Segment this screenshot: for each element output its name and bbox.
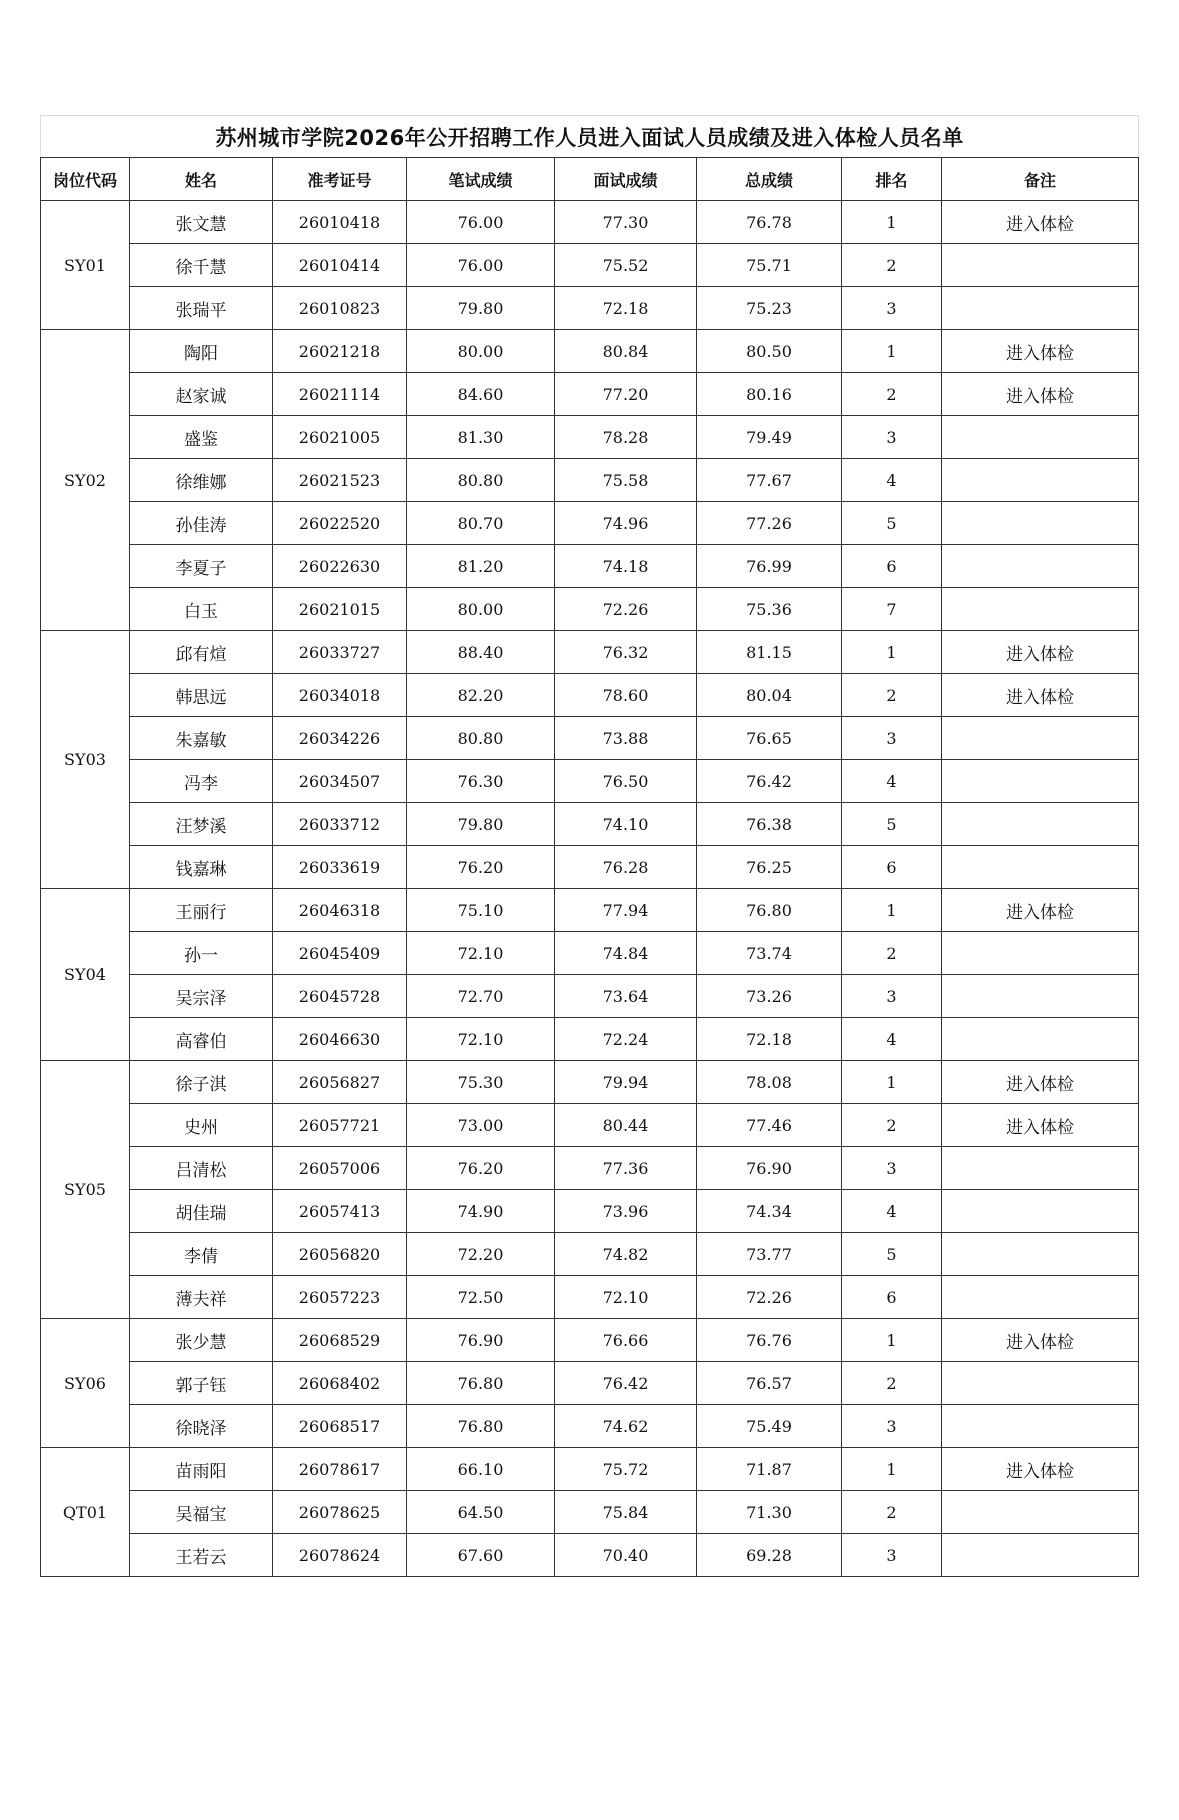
table-row <box>41 803 1139 846</box>
table-row <box>41 846 1139 889</box>
note-cell <box>942 459 1139 502</box>
header-row <box>41 158 1139 201</box>
header-post-code: 岗位代码 <box>41 158 130 201</box>
note-cell <box>942 1405 1139 1448</box>
written-score-cell: 76.80 <box>407 1362 555 1405</box>
total-score-cell: 75.71 <box>697 244 842 287</box>
interview-score-cell: 76.50 <box>555 760 697 803</box>
table-row <box>41 975 1139 1018</box>
note-cell <box>942 588 1139 631</box>
table-row <box>41 717 1139 760</box>
table-row <box>41 373 1139 416</box>
exam-id-cell: 26057721 <box>273 1104 407 1147</box>
candidate-name-cell: 李倩 <box>130 1233 273 1276</box>
total-score-cell: 80.16 <box>697 373 842 416</box>
exam-id-cell: 26078624 <box>273 1534 407 1577</box>
exam-id-cell: 26021114 <box>273 373 407 416</box>
table-row <box>41 287 1139 330</box>
written-score-cell: 76.80 <box>407 1405 555 1448</box>
post-code-cell: SY01 <box>41 201 130 330</box>
total-score-cell: 76.38 <box>697 803 842 846</box>
interview-score-cell: 74.18 <box>555 545 697 588</box>
interview-score-cell: 78.60 <box>555 674 697 717</box>
note-cell <box>942 1018 1139 1061</box>
exam-id-cell: 26045728 <box>273 975 407 1018</box>
interview-score-cell: 74.10 <box>555 803 697 846</box>
written-score-cell: 80.80 <box>407 459 555 502</box>
exam-id-cell: 26068529 <box>273 1319 407 1362</box>
table-row <box>41 1362 1139 1405</box>
written-score-cell: 81.20 <box>407 545 555 588</box>
rank-cell: 2 <box>842 1362 942 1405</box>
rank-cell: 1 <box>842 1319 942 1362</box>
interview-score-cell: 76.42 <box>555 1362 697 1405</box>
total-score-cell: 75.23 <box>697 287 842 330</box>
interview-score-cell: 77.30 <box>555 201 697 244</box>
interview-score-cell: 72.18 <box>555 287 697 330</box>
written-score-cell: 80.70 <box>407 502 555 545</box>
candidate-name-cell: 朱嘉敏 <box>130 717 273 760</box>
rank-cell: 3 <box>842 1405 942 1448</box>
exam-id-cell: 26033712 <box>273 803 407 846</box>
candidate-name-cell: 盛鉴 <box>130 416 273 459</box>
total-score-cell: 76.57 <box>697 1362 842 1405</box>
post-code-cell: SY06 <box>41 1319 130 1448</box>
note-cell <box>942 416 1139 459</box>
note-cell <box>942 545 1139 588</box>
candidate-name-cell: 张瑞平 <box>130 287 273 330</box>
candidate-name-cell: 张文慧 <box>130 201 273 244</box>
exam-id-cell: 26057006 <box>273 1147 407 1190</box>
written-score-cell: 66.10 <box>407 1448 555 1491</box>
interview-score-cell: 77.20 <box>555 373 697 416</box>
rank-cell: 1 <box>842 889 942 932</box>
rank-cell: 7 <box>842 588 942 631</box>
total-score-cell: 73.77 <box>697 1233 842 1276</box>
total-score-cell: 76.25 <box>697 846 842 889</box>
interview-score-cell: 72.10 <box>555 1276 697 1319</box>
note-cell: 进入体检 <box>942 373 1139 416</box>
header-name: 姓名 <box>130 158 273 201</box>
rank-cell: 6 <box>842 545 942 588</box>
rank-cell: 3 <box>842 1534 942 1577</box>
exam-id-cell: 26034018 <box>273 674 407 717</box>
exam-id-cell: 26010414 <box>273 244 407 287</box>
candidate-name-cell: 吕清松 <box>130 1147 273 1190</box>
table-row <box>41 1061 1139 1104</box>
note-cell: 进入体检 <box>942 201 1139 244</box>
table-row <box>41 459 1139 502</box>
header-written-score: 笔试成绩 <box>407 158 555 201</box>
exam-id-cell: 26046630 <box>273 1018 407 1061</box>
table-row <box>41 1147 1139 1190</box>
candidate-name-cell: 冯李 <box>130 760 273 803</box>
candidate-name-cell: 孙佳涛 <box>130 502 273 545</box>
total-score-cell: 81.15 <box>697 631 842 674</box>
written-score-cell: 76.20 <box>407 1147 555 1190</box>
interview-score-cell: 74.84 <box>555 932 697 975</box>
table-row <box>41 244 1139 287</box>
interview-score-cell: 79.94 <box>555 1061 697 1104</box>
note-cell <box>942 1534 1139 1577</box>
table-row <box>41 1491 1139 1534</box>
note-cell <box>942 244 1139 287</box>
note-cell: 进入体检 <box>942 1061 1139 1104</box>
table-title: 苏州城市学院2026年公开招聘工作人员进入面试人员成绩及进入体检人员名单 <box>41 116 1139 158</box>
candidate-name-cell: 吴福宝 <box>130 1491 273 1534</box>
exam-id-cell: 26021218 <box>273 330 407 373</box>
written-score-cell: 72.10 <box>407 932 555 975</box>
rank-cell: 1 <box>842 201 942 244</box>
written-score-cell: 67.60 <box>407 1534 555 1577</box>
written-score-cell: 64.50 <box>407 1491 555 1534</box>
written-score-cell: 76.00 <box>407 201 555 244</box>
table-row <box>41 674 1139 717</box>
written-score-cell: 72.20 <box>407 1233 555 1276</box>
rank-cell: 2 <box>842 373 942 416</box>
candidate-name-cell: 薄夫祥 <box>130 1276 273 1319</box>
note-cell: 进入体检 <box>942 889 1139 932</box>
candidate-name-cell: 徐晓泽 <box>130 1405 273 1448</box>
candidate-name-cell: 邱有煊 <box>130 631 273 674</box>
total-score-cell: 72.18 <box>697 1018 842 1061</box>
rank-cell: 1 <box>842 1061 942 1104</box>
exam-id-cell: 26056820 <box>273 1233 407 1276</box>
total-score-cell: 76.78 <box>697 201 842 244</box>
total-score-cell: 73.74 <box>697 932 842 975</box>
rank-cell: 4 <box>842 1018 942 1061</box>
note-cell <box>942 287 1139 330</box>
interview-score-cell: 72.24 <box>555 1018 697 1061</box>
rank-cell: 3 <box>842 975 942 1018</box>
candidate-name-cell: 陶阳 <box>130 330 273 373</box>
post-code-cell: SY02 <box>41 330 130 631</box>
rank-cell: 2 <box>842 1491 942 1534</box>
written-score-cell: 73.00 <box>407 1104 555 1147</box>
candidate-name-cell: 赵家诚 <box>130 373 273 416</box>
note-cell <box>942 502 1139 545</box>
total-score-cell: 76.42 <box>697 760 842 803</box>
table-row <box>41 631 1139 674</box>
note-cell: 进入体检 <box>942 1104 1139 1147</box>
written-score-cell: 80.00 <box>407 330 555 373</box>
total-score-cell: 75.36 <box>697 588 842 631</box>
rank-cell: 4 <box>842 459 942 502</box>
interview-score-cell: 72.26 <box>555 588 697 631</box>
table-row <box>41 201 1139 244</box>
interview-score-cell: 80.84 <box>555 330 697 373</box>
written-score-cell: 81.30 <box>407 416 555 459</box>
rank-cell: 5 <box>842 502 942 545</box>
total-score-cell: 80.04 <box>697 674 842 717</box>
written-score-cell: 75.10 <box>407 889 555 932</box>
candidate-name-cell: 史州 <box>130 1104 273 1147</box>
written-score-cell: 72.10 <box>407 1018 555 1061</box>
table-row <box>41 760 1139 803</box>
candidate-name-cell: 高睿伯 <box>130 1018 273 1061</box>
note-cell <box>942 1233 1139 1276</box>
rank-cell: 4 <box>842 1190 942 1233</box>
total-score-cell: 76.76 <box>697 1319 842 1362</box>
post-code-cell: SY05 <box>41 1061 130 1319</box>
interview-score-cell: 76.66 <box>555 1319 697 1362</box>
results-sheet <box>40 115 1138 1577</box>
written-score-cell: 76.90 <box>407 1319 555 1362</box>
candidate-name-cell: 韩思远 <box>130 674 273 717</box>
rank-cell: 6 <box>842 1276 942 1319</box>
rank-cell: 1 <box>842 631 942 674</box>
note-cell <box>942 1491 1139 1534</box>
interview-score-cell: 74.82 <box>555 1233 697 1276</box>
exam-id-cell: 26033619 <box>273 846 407 889</box>
interview-score-cell: 73.64 <box>555 975 697 1018</box>
header-total-score: 总成绩 <box>697 158 842 201</box>
table-row <box>41 932 1139 975</box>
results-table <box>40 115 1139 1577</box>
table-row <box>41 1104 1139 1147</box>
written-score-cell: 76.00 <box>407 244 555 287</box>
exam-id-cell: 26033727 <box>273 631 407 674</box>
title-row <box>41 116 1139 158</box>
candidate-name-cell: 郭子钰 <box>130 1362 273 1405</box>
note-cell <box>942 760 1139 803</box>
interview-score-cell: 78.28 <box>555 416 697 459</box>
table-row <box>41 588 1139 631</box>
exam-id-cell: 26078617 <box>273 1448 407 1491</box>
table-row <box>41 416 1139 459</box>
exam-id-cell: 26057413 <box>273 1190 407 1233</box>
exam-id-cell: 26056827 <box>273 1061 407 1104</box>
table-row <box>41 1276 1139 1319</box>
written-score-cell: 79.80 <box>407 287 555 330</box>
candidate-name-cell: 张少慧 <box>130 1319 273 1362</box>
table-row <box>41 1018 1139 1061</box>
table-row <box>41 330 1139 373</box>
note-cell <box>942 1276 1139 1319</box>
total-score-cell: 76.65 <box>697 717 842 760</box>
exam-id-cell: 26046318 <box>273 889 407 932</box>
table-row <box>41 1448 1139 1491</box>
rank-cell: 3 <box>842 416 942 459</box>
interview-score-cell: 73.96 <box>555 1190 697 1233</box>
interview-score-cell: 77.36 <box>555 1147 697 1190</box>
table-row <box>41 545 1139 588</box>
total-score-cell: 75.49 <box>697 1405 842 1448</box>
interview-score-cell: 75.52 <box>555 244 697 287</box>
exam-id-cell: 26068402 <box>273 1362 407 1405</box>
candidate-name-cell: 钱嘉琳 <box>130 846 273 889</box>
rank-cell: 5 <box>842 1233 942 1276</box>
exam-id-cell: 26078625 <box>273 1491 407 1534</box>
rank-cell: 2 <box>842 1104 942 1147</box>
candidate-name-cell: 王丽行 <box>130 889 273 932</box>
rank-cell: 2 <box>842 244 942 287</box>
table-row <box>41 1233 1139 1276</box>
interview-score-cell: 80.44 <box>555 1104 697 1147</box>
rank-cell: 2 <box>842 674 942 717</box>
total-score-cell: 79.49 <box>697 416 842 459</box>
header-exam-id: 准考证号 <box>273 158 407 201</box>
total-score-cell: 77.67 <box>697 459 842 502</box>
header-rank: 排名 <box>842 158 942 201</box>
written-score-cell: 79.80 <box>407 803 555 846</box>
note-cell: 进入体检 <box>942 631 1139 674</box>
rank-cell: 3 <box>842 717 942 760</box>
total-score-cell: 72.26 <box>697 1276 842 1319</box>
interview-score-cell: 75.58 <box>555 459 697 502</box>
post-code-cell: QT01 <box>41 1448 130 1577</box>
note-cell <box>942 975 1139 1018</box>
interview-score-cell: 76.32 <box>555 631 697 674</box>
note-cell: 进入体检 <box>942 1319 1139 1362</box>
exam-id-cell: 26021005 <box>273 416 407 459</box>
note-cell: 进入体检 <box>942 1448 1139 1491</box>
rank-cell: 1 <box>842 330 942 373</box>
table-row <box>41 502 1139 545</box>
note-cell <box>942 932 1139 975</box>
exam-id-cell: 26034226 <box>273 717 407 760</box>
candidate-name-cell: 李夏子 <box>130 545 273 588</box>
rank-cell: 6 <box>842 846 942 889</box>
total-score-cell: 80.50 <box>697 330 842 373</box>
written-score-cell: 80.80 <box>407 717 555 760</box>
exam-id-cell: 26068517 <box>273 1405 407 1448</box>
rank-cell: 1 <box>842 1448 942 1491</box>
total-score-cell: 69.28 <box>697 1534 842 1577</box>
candidate-name-cell: 胡佳瑞 <box>130 1190 273 1233</box>
interview-score-cell: 74.62 <box>555 1405 697 1448</box>
rank-cell: 3 <box>842 1147 942 1190</box>
table-body <box>41 201 1139 1577</box>
total-score-cell: 71.30 <box>697 1491 842 1534</box>
rank-cell: 4 <box>842 760 942 803</box>
note-cell: 进入体检 <box>942 330 1139 373</box>
candidate-name-cell: 吴宗泽 <box>130 975 273 1018</box>
candidate-name-cell: 徐子淇 <box>130 1061 273 1104</box>
note-cell <box>942 803 1139 846</box>
candidate-name-cell: 苗雨阳 <box>130 1448 273 1491</box>
written-score-cell: 72.50 <box>407 1276 555 1319</box>
note-cell <box>942 717 1139 760</box>
total-score-cell: 77.26 <box>697 502 842 545</box>
exam-id-cell: 26022520 <box>273 502 407 545</box>
note-cell <box>942 1147 1139 1190</box>
rank-cell: 5 <box>842 803 942 846</box>
table-row <box>41 1534 1139 1577</box>
rank-cell: 3 <box>842 287 942 330</box>
written-score-cell: 84.60 <box>407 373 555 416</box>
exam-id-cell: 26021523 <box>273 459 407 502</box>
interview-score-cell: 75.84 <box>555 1491 697 1534</box>
total-score-cell: 78.08 <box>697 1061 842 1104</box>
rank-cell: 2 <box>842 932 942 975</box>
interview-score-cell: 70.40 <box>555 1534 697 1577</box>
written-score-cell: 82.20 <box>407 674 555 717</box>
written-score-cell: 72.70 <box>407 975 555 1018</box>
total-score-cell: 71.87 <box>697 1448 842 1491</box>
total-score-cell: 73.26 <box>697 975 842 1018</box>
exam-id-cell: 26022630 <box>273 545 407 588</box>
written-score-cell: 80.00 <box>407 588 555 631</box>
written-score-cell: 88.40 <box>407 631 555 674</box>
exam-id-cell: 26045409 <box>273 932 407 975</box>
note-cell: 进入体检 <box>942 674 1139 717</box>
total-score-cell: 77.46 <box>697 1104 842 1147</box>
header-note: 备注 <box>942 158 1139 201</box>
table-row <box>41 889 1139 932</box>
post-code-cell: SY04 <box>41 889 130 1061</box>
interview-score-cell: 77.94 <box>555 889 697 932</box>
note-cell <box>942 1362 1139 1405</box>
table-row <box>41 1190 1139 1233</box>
written-score-cell: 76.30 <box>407 760 555 803</box>
interview-score-cell: 73.88 <box>555 717 697 760</box>
total-score-cell: 76.99 <box>697 545 842 588</box>
total-score-cell: 74.34 <box>697 1190 842 1233</box>
candidate-name-cell: 白玉 <box>130 588 273 631</box>
written-score-cell: 74.90 <box>407 1190 555 1233</box>
post-code-cell: SY03 <box>41 631 130 889</box>
note-cell <box>942 846 1139 889</box>
total-score-cell: 76.80 <box>697 889 842 932</box>
exam-id-cell: 26057223 <box>273 1276 407 1319</box>
table-row <box>41 1319 1139 1362</box>
candidate-name-cell: 徐千慧 <box>130 244 273 287</box>
header-interview-score: 面试成绩 <box>555 158 697 201</box>
candidate-name-cell: 王若云 <box>130 1534 273 1577</box>
exam-id-cell: 26010823 <box>273 287 407 330</box>
written-score-cell: 76.20 <box>407 846 555 889</box>
note-cell <box>942 1190 1139 1233</box>
interview-score-cell: 74.96 <box>555 502 697 545</box>
exam-id-cell: 26021015 <box>273 588 407 631</box>
exam-id-cell: 26034507 <box>273 760 407 803</box>
candidate-name-cell: 孙一 <box>130 932 273 975</box>
interview-score-cell: 75.72 <box>555 1448 697 1491</box>
written-score-cell: 75.30 <box>407 1061 555 1104</box>
total-score-cell: 76.90 <box>697 1147 842 1190</box>
candidate-name-cell: 徐维娜 <box>130 459 273 502</box>
interview-score-cell: 76.28 <box>555 846 697 889</box>
exam-id-cell: 26010418 <box>273 201 407 244</box>
table-row <box>41 1405 1139 1448</box>
candidate-name-cell: 汪梦溪 <box>130 803 273 846</box>
